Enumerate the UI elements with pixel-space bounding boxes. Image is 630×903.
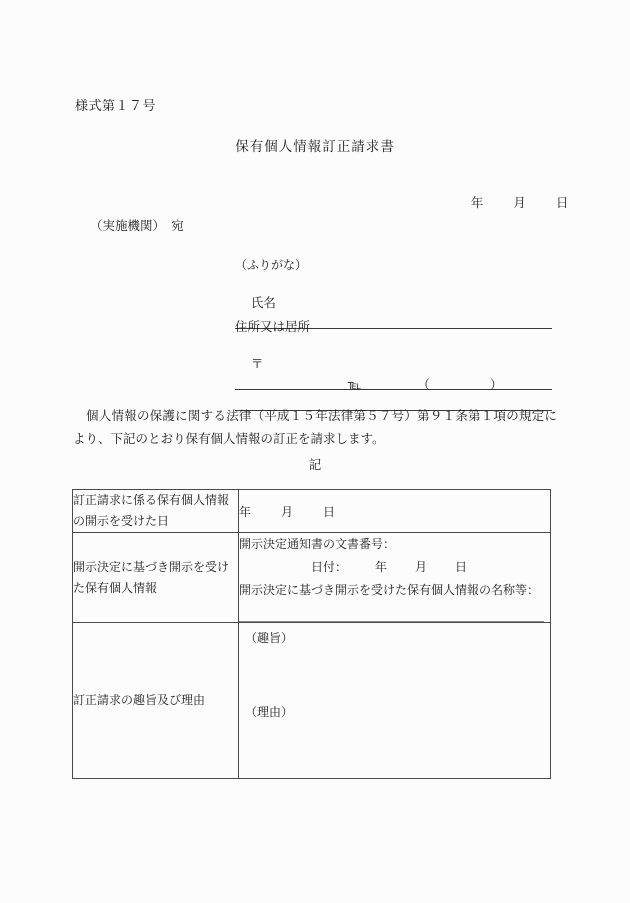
row-value-disclosure-date[interactable] bbox=[239, 490, 551, 533]
addressee-line: （実施機関） 宛 bbox=[90, 218, 184, 233]
tel-paren-open: （ bbox=[417, 377, 430, 392]
request-details-table bbox=[72, 489, 551, 779]
furigana-label: （ふりがな） bbox=[235, 258, 308, 272]
notice-date-year: 年 bbox=[375, 559, 388, 574]
ki-marker: 記 bbox=[308, 457, 322, 472]
row1-month-label: 月 bbox=[281, 504, 294, 519]
information-name-input[interactable] bbox=[239, 611, 544, 622]
notice-date-day: 日 bbox=[455, 559, 468, 574]
date-day-label: 日 bbox=[555, 195, 569, 210]
postal-mark-icon: 〒 bbox=[250, 356, 264, 371]
notice-date-month: 月 bbox=[415, 559, 428, 574]
table-row bbox=[73, 623, 551, 779]
table-row bbox=[73, 490, 551, 533]
submission-date-line bbox=[455, 178, 568, 226]
notice-date-label: 日付： bbox=[311, 559, 348, 574]
telephone-icon: ℡ bbox=[347, 377, 362, 392]
form-number: 様式第１７号 bbox=[75, 99, 157, 114]
row1-day-label: 日 bbox=[323, 504, 336, 519]
row-label-purpose-and-reason: 訂正請求の趣旨及び理由 bbox=[73, 623, 239, 779]
address-label: 住所又は居所 bbox=[235, 319, 311, 334]
date-year-label: 年 bbox=[470, 195, 484, 210]
row1-year-label: 年 bbox=[239, 504, 252, 519]
table-row bbox=[73, 533, 551, 623]
purpose-label: （趣旨） bbox=[245, 631, 294, 646]
document-number-label: 開示決定通知書の文書番号： bbox=[239, 537, 396, 551]
reason-label: （理由） bbox=[245, 705, 294, 720]
legal-statement: 個人情報の保護に関する法律（平成１５年法律第５７号）第９１条第１項の規定により、下記のとおり保有個人情報の訂正を請求します。 bbox=[73, 408, 557, 447]
page-title: 保有個人情報訂正請求書 bbox=[235, 139, 395, 155]
notice-date-line bbox=[239, 556, 550, 579]
tel-paren-close: ） bbox=[489, 377, 503, 392]
name-label: 氏名 bbox=[250, 295, 276, 310]
row-label-disclosure-date: 訂正請求に係る保有個人情報の開示を受けた日 bbox=[73, 490, 239, 533]
date-month-label: 月 bbox=[513, 195, 526, 210]
row-label-disclosed-information: 開示決定に基づき開示を受けた保有個人情報 bbox=[73, 533, 239, 623]
row-value-purpose-and-reason[interactable] bbox=[239, 623, 551, 779]
information-name-label: 開示決定に基づき開示を受けた保有個人情報の名称等： bbox=[239, 582, 540, 597]
row-value-disclosed-information[interactable] bbox=[239, 533, 551, 623]
